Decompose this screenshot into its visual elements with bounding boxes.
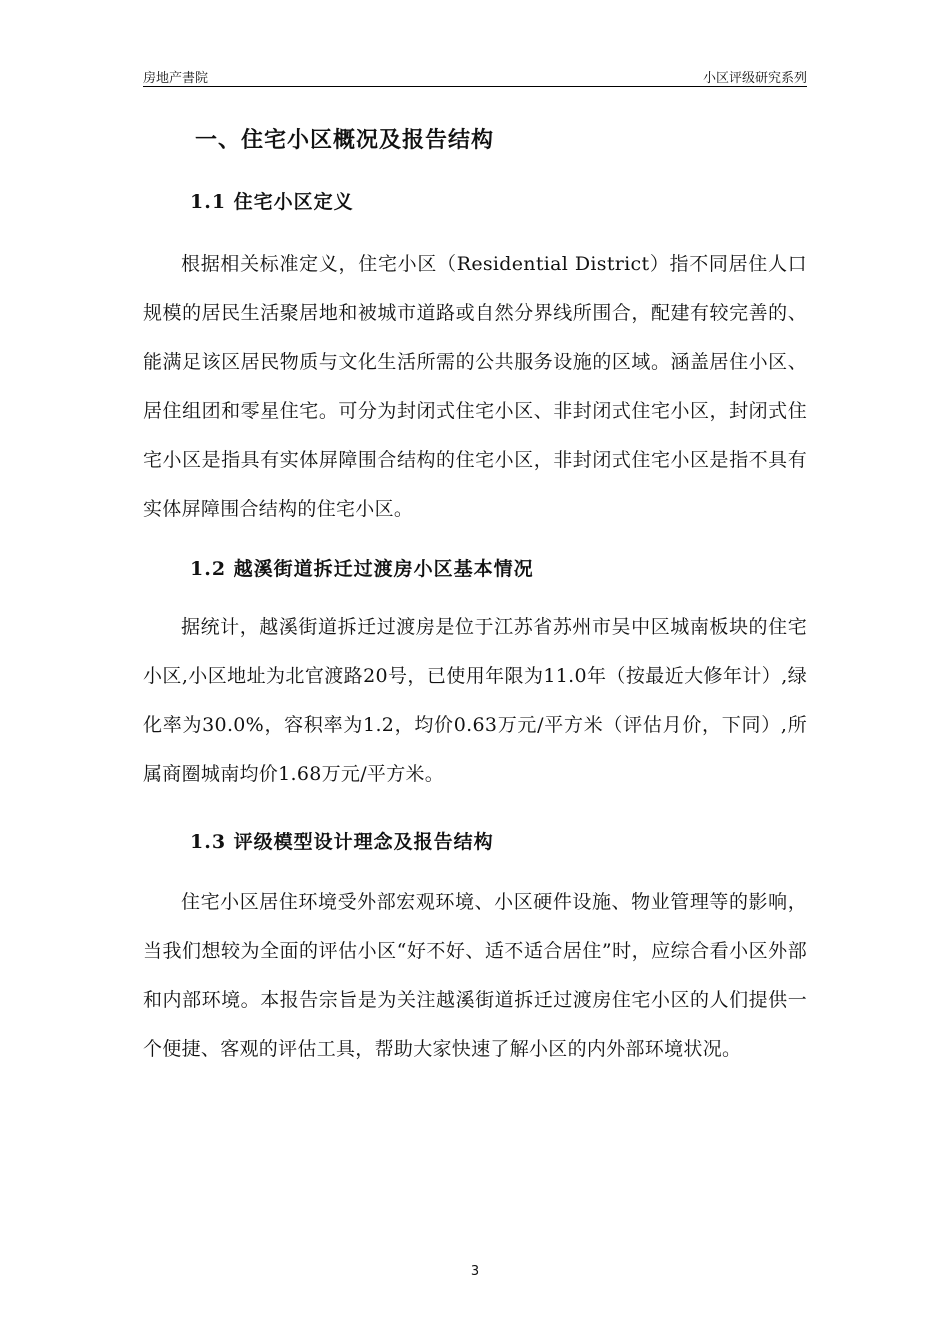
subsection-heading-definition: 1.1 住宅小区定义 xyxy=(190,191,354,213)
section-title: 一、住宅小区概况及报告结构 xyxy=(195,127,495,153)
paragraph-basic-info: 据统计，越溪街道拆迁过渡房是位于江苏省苏州市吴中区城南板块的住宅小区,小区地址为北官渡路20号，已使用年限为11.0年（按最近大修年计）,绿化率为30.0%，容积率为1.2，均价0.63万元/平方米（评估月价，下同）,所属商圈城南均价1.68万元/平方米。 xyxy=(143,616,807,785)
paragraph-definition: 根据相关标准定义，住宅小区（Residential District）指不同居住人口规模的居民生活聚居地和被城市道路或自然分界线所围合，配建有较完善的、能满足该区居民物质与文化生活所需的公共服务设施的区域。涵盖居住小区、居住组团和零星住宅。可分为封闭式住宅小区、非封闭式住宅小区，封闭式住宅小区是指具有实体屏障围合结构的住宅小区，非封闭式住宅小区是指不具有实体屏障围合结构的住宅小区。 xyxy=(143,253,807,520)
paragraph-model-design: 住宅小区居住环境受外部宏观环境、小区硬件设施、物业管理等的影响，当我们想较为全面的评估小区“好不好、适不适合居住”时，应综合看小区外部和内部环境。本报告宗旨是为关注越溪街道拆迁过渡房住宅小区的人们提供一个便捷、客观的评估工具，帮助大家快速了解小区的内外部环境状况。 xyxy=(143,891,807,1060)
header-publisher: 房地产書院 xyxy=(143,71,209,86)
subsection-heading-model-design: 1.3 评级模型设计理念及报告结构 xyxy=(190,831,494,853)
page-number: 3 xyxy=(470,1264,480,1279)
subsection-heading-basic-info: 1.2 越溪街道拆迁过渡房小区基本情况 xyxy=(190,558,534,580)
page-content xyxy=(143,105,807,1074)
header-series-title: 小区评级研究系列 xyxy=(702,71,807,86)
running-header xyxy=(143,64,807,87)
